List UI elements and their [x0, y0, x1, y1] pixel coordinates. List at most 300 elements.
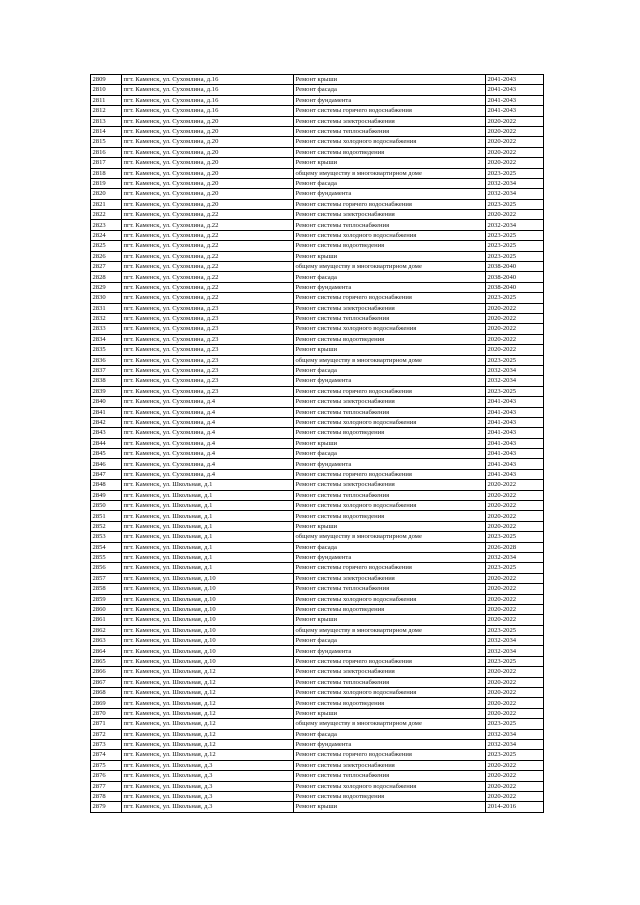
address-cell: пгт. Каменск, ул. Школьная, д.3 [122, 791, 294, 801]
row-number-cell: 2839 [91, 386, 122, 396]
period-cell: 2041-2043 [486, 75, 544, 85]
table-row [91, 750, 544, 760]
row-number-cell: 2838 [91, 376, 122, 386]
table-row [91, 688, 544, 698]
address-cell: пгт. Каменск, ул. Школьная, д.1 [122, 552, 294, 562]
address-cell: пгт. Каменск, ул. Сухомлина, д.4 [122, 397, 294, 407]
table-row [91, 781, 544, 791]
address-cell: пгт. Каменск, ул. Сухомлина, д.4 [122, 407, 294, 417]
work-type-cell: Ремонт системы электроснабжения [294, 573, 486, 583]
work-type-cell: Ремонт системы теплоснабжения [294, 313, 486, 323]
work-type-cell: Ремонт крыши [294, 158, 486, 168]
row-number-cell: 2809 [91, 75, 122, 85]
row-number-cell: 2813 [91, 116, 122, 126]
row-number-cell: 2843 [91, 428, 122, 438]
table-row [91, 459, 544, 469]
table-row [91, 178, 544, 188]
row-number-cell: 2815 [91, 137, 122, 147]
address-cell: пгт. Каменск, ул. Сухомлина, д.22 [122, 293, 294, 303]
table-row [91, 771, 544, 781]
work-type-cell: Ремонт фундамента [294, 459, 486, 469]
work-type-cell: общему имуществу в многоквартирном доме [294, 168, 486, 178]
work-type-cell: общему имуществу в многоквартирном доме [294, 262, 486, 272]
row-number-cell: 2812 [91, 106, 122, 116]
work-type-cell: Ремонт системы водоотведения [294, 334, 486, 344]
row-number-cell: 2811 [91, 95, 122, 105]
address-cell: пгт. Каменск, ул. Школьная, д.1 [122, 480, 294, 490]
table-row [91, 282, 544, 292]
period-cell: 2023-2025 [486, 532, 544, 542]
row-number-cell: 2822 [91, 210, 122, 220]
address-cell: пгт. Каменск, ул. Сухомлина, д.4 [122, 438, 294, 448]
period-cell: 2020-2022 [486, 781, 544, 791]
table-row [91, 636, 544, 646]
table-row [91, 760, 544, 770]
work-type-cell: Ремонт системы холодного водоснабжения [294, 688, 486, 698]
table-row [91, 168, 544, 178]
row-number-cell: 2853 [91, 532, 122, 542]
period-cell: 2023-2025 [486, 625, 544, 635]
row-number-cell: 2831 [91, 303, 122, 313]
work-type-cell: Ремонт системы водоотведения [294, 511, 486, 521]
row-number-cell: 2855 [91, 552, 122, 562]
period-cell: 2032-2034 [486, 740, 544, 750]
address-cell: пгт. Каменск, ул. Сухомлина, д.22 [122, 220, 294, 230]
work-type-cell: Ремонт крыши [294, 345, 486, 355]
address-cell: пгт. Каменск, ул. Сухомлина, д.22 [122, 282, 294, 292]
table-row [91, 677, 544, 687]
address-cell: пгт. Каменск, ул. Сухомлина, д.20 [122, 178, 294, 188]
address-cell: пгт. Каменск, ул. Школьная, д.1 [122, 511, 294, 521]
table-row [91, 511, 544, 521]
work-type-cell: Ремонт фундамента [294, 189, 486, 199]
period-cell: 2023-2025 [486, 230, 544, 240]
work-type-cell: Ремонт системы теплоснабжения [294, 490, 486, 500]
period-cell: 2020-2022 [486, 490, 544, 500]
address-cell: пгт. Каменск, ул. Школьная, д.12 [122, 667, 294, 677]
table-row [91, 95, 544, 105]
period-cell: 2020-2022 [486, 501, 544, 511]
row-number-cell: 2850 [91, 501, 122, 511]
table-row [91, 708, 544, 718]
work-type-cell: Ремонт системы холодного водоснабжения [294, 137, 486, 147]
table-row [91, 532, 544, 542]
work-type-cell: Ремонт системы горячего водоснабжения [294, 199, 486, 209]
row-number-cell: 2879 [91, 802, 122, 812]
address-cell: пгт. Каменск, ул. Школьная, д.1 [122, 521, 294, 531]
period-cell: 2041-2043 [486, 438, 544, 448]
period-cell: 2020-2022 [486, 126, 544, 136]
address-cell: пгт. Каменск, ул. Сухомлина, д.20 [122, 158, 294, 168]
table-row [91, 740, 544, 750]
address-cell: пгт. Каменск, ул. Школьная, д.10 [122, 573, 294, 583]
table-row [91, 397, 544, 407]
period-cell: 2041-2043 [486, 397, 544, 407]
address-cell: пгт. Каменск, ул. Школьная, д.12 [122, 698, 294, 708]
row-number-cell: 2828 [91, 272, 122, 282]
table-row [91, 303, 544, 313]
address-cell: пгт. Каменск, ул. Школьная, д.10 [122, 646, 294, 656]
period-cell: 2020-2022 [486, 334, 544, 344]
period-cell: 2020-2022 [486, 116, 544, 126]
period-cell: 2041-2043 [486, 459, 544, 469]
period-cell: 2020-2022 [486, 667, 544, 677]
address-cell: пгт. Каменск, ул. Школьная, д.10 [122, 594, 294, 604]
work-type-cell: Ремонт фасада [294, 729, 486, 739]
table-row [91, 293, 544, 303]
table-row [91, 199, 544, 209]
work-type-cell: Ремонт системы теплоснабжения [294, 407, 486, 417]
period-cell: 2032-2034 [486, 189, 544, 199]
row-number-cell: 2823 [91, 220, 122, 230]
address-cell: пгт. Каменск, ул. Сухомлина, д.22 [122, 230, 294, 240]
period-cell: 2023-2025 [486, 656, 544, 666]
work-type-cell: Ремонт фундамента [294, 552, 486, 562]
repair-schedule-table [90, 74, 544, 813]
table-row [91, 345, 544, 355]
work-type-cell: Ремонт фундамента [294, 95, 486, 105]
work-type-cell: Ремонт фасада [294, 365, 486, 375]
row-number-cell: 2858 [91, 584, 122, 594]
work-type-cell: Ремонт фундамента [294, 740, 486, 750]
address-cell: пгт. Каменск, ул. Школьная, д.3 [122, 760, 294, 770]
row-number-cell: 2852 [91, 521, 122, 531]
row-number-cell: 2866 [91, 667, 122, 677]
work-type-cell: Ремонт фундамента [294, 282, 486, 292]
row-number-cell: 2826 [91, 251, 122, 261]
work-type-cell: Ремонт системы теплоснабжения [294, 220, 486, 230]
table-row [91, 147, 544, 157]
table-row [91, 334, 544, 344]
table-row [91, 490, 544, 500]
address-cell: пгт. Каменск, ул. Сухомлина, д.4 [122, 449, 294, 459]
address-cell: пгт. Каменск, ул. Школьная, д.3 [122, 771, 294, 781]
table-row [91, 220, 544, 230]
period-cell: 2032-2034 [486, 376, 544, 386]
table-row [91, 386, 544, 396]
row-number-cell: 2845 [91, 449, 122, 459]
address-cell: пгт. Каменск, ул. Сухомлина, д.23 [122, 355, 294, 365]
row-number-cell: 2863 [91, 636, 122, 646]
row-number-cell: 2836 [91, 355, 122, 365]
work-type-cell: Ремонт фасада [294, 272, 486, 282]
address-cell: пгт. Каменск, ул. Сухомлина, д.22 [122, 251, 294, 261]
address-cell: пгт. Каменск, ул. Школьная, д.1 [122, 490, 294, 500]
address-cell: пгт. Каменск, ул. Школьная, д.10 [122, 584, 294, 594]
table-row [91, 106, 544, 116]
address-cell: пгт. Каменск, ул. Школьная, д.1 [122, 501, 294, 511]
work-type-cell: Ремонт крыши [294, 75, 486, 85]
period-cell: 2023-2025 [486, 563, 544, 573]
period-cell: 2020-2022 [486, 521, 544, 531]
table-row [91, 480, 544, 490]
row-number-cell: 2851 [91, 511, 122, 521]
address-cell: пгт. Каменск, ул. Сухомлина, д.16 [122, 106, 294, 116]
work-type-cell: Ремонт крыши [294, 251, 486, 261]
work-type-cell: Ремонт системы водоотведения [294, 604, 486, 614]
work-type-cell: Ремонт системы холодного водоснабжения [294, 417, 486, 427]
table-row [91, 230, 544, 240]
work-type-cell: общему имуществу в многоквартирном доме [294, 532, 486, 542]
period-cell: 2020-2022 [486, 511, 544, 521]
work-type-cell: Ремонт системы горячего водоснабжения [294, 656, 486, 666]
table-row [91, 137, 544, 147]
address-cell: пгт. Каменск, ул. Сухомлина, д.22 [122, 272, 294, 282]
work-type-cell: Ремонт системы водоотведения [294, 791, 486, 801]
work-type-cell: Ремонт фундамента [294, 646, 486, 656]
work-type-cell: Ремонт системы горячего водоснабжения [294, 386, 486, 396]
period-cell: 2023-2025 [486, 199, 544, 209]
work-type-cell: Ремонт системы горячего водоснабжения [294, 750, 486, 760]
period-cell: 2023-2025 [486, 251, 544, 261]
period-cell: 2020-2022 [486, 303, 544, 313]
row-number-cell: 2829 [91, 282, 122, 292]
address-cell: пгт. Каменск, ул. Сухомлина, д.20 [122, 137, 294, 147]
table-row [91, 126, 544, 136]
table-row [91, 365, 544, 375]
work-type-cell: Ремонт фасада [294, 85, 486, 95]
address-cell: пгт. Каменск, ул. Сухомлина, д.16 [122, 95, 294, 105]
row-number-cell: 2825 [91, 241, 122, 251]
table-row [91, 241, 544, 251]
work-type-cell: общему имуществу в многоквартирном доме [294, 355, 486, 365]
period-cell: 2041-2043 [486, 95, 544, 105]
row-number-cell: 2833 [91, 324, 122, 334]
address-cell: пгт. Каменск, ул. Школьная, д.10 [122, 615, 294, 625]
address-cell: пгт. Каменск, ул. Школьная, д.10 [122, 625, 294, 635]
period-cell: 2020-2022 [486, 698, 544, 708]
table-row [91, 584, 544, 594]
work-type-cell: Ремонт фасада [294, 178, 486, 188]
address-cell: пгт. Каменск, ул. Сухомлина, д.23 [122, 365, 294, 375]
row-number-cell: 2827 [91, 262, 122, 272]
period-cell: 2023-2025 [486, 750, 544, 760]
period-cell: 2020-2022 [486, 708, 544, 718]
period-cell: 2020-2022 [486, 573, 544, 583]
row-number-cell: 2835 [91, 345, 122, 355]
row-number-cell: 2830 [91, 293, 122, 303]
address-cell: пгт. Каменск, ул. Сухомлина, д.23 [122, 313, 294, 323]
work-type-cell: Ремонт фасада [294, 449, 486, 459]
work-type-cell: Ремонт системы холодного водоснабжения [294, 781, 486, 791]
table-row [91, 438, 544, 448]
period-cell: 2023-2025 [486, 386, 544, 396]
table-row [91, 85, 544, 95]
period-cell: 2038-2040 [486, 262, 544, 272]
work-type-cell: Ремонт системы водоотведения [294, 698, 486, 708]
row-number-cell: 2878 [91, 791, 122, 801]
period-cell: 2041-2043 [486, 407, 544, 417]
row-number-cell: 2860 [91, 604, 122, 614]
address-cell: пгт. Каменск, ул. Школьная, д.3 [122, 802, 294, 812]
table-row [91, 407, 544, 417]
address-cell: пгт. Каменск, ул. Сухомлина, д.22 [122, 210, 294, 220]
period-cell: 2023-2025 [486, 241, 544, 251]
address-cell: пгт. Каменск, ул. Сухомлина, д.23 [122, 334, 294, 344]
period-cell: 2020-2022 [486, 147, 544, 157]
address-cell: пгт. Каменск, ул. Школьная, д.12 [122, 729, 294, 739]
work-type-cell: Ремонт системы электроснабжения [294, 760, 486, 770]
work-type-cell: Ремонт системы горячего водоснабжения [294, 106, 486, 116]
row-number-cell: 2859 [91, 594, 122, 604]
table-row [91, 376, 544, 386]
work-type-cell: Ремонт крыши [294, 708, 486, 718]
period-cell: 2032-2034 [486, 646, 544, 656]
address-cell: пгт. Каменск, ул. Сухомлина, д.20 [122, 189, 294, 199]
period-cell: 2038-2040 [486, 282, 544, 292]
address-cell: пгт. Каменск, ул. Школьная, д.10 [122, 636, 294, 646]
period-cell: 2023-2025 [486, 168, 544, 178]
address-cell: пгт. Каменск, ул. Школьная, д.3 [122, 781, 294, 791]
row-number-cell: 2848 [91, 480, 122, 490]
table-row [91, 116, 544, 126]
work-type-cell: Ремонт системы холодного водоснабжения [294, 594, 486, 604]
address-cell: пгт. Каменск, ул. Сухомлина, д.23 [122, 303, 294, 313]
table-row [91, 656, 544, 666]
address-cell: пгт. Каменск, ул. Сухомлина, д.16 [122, 85, 294, 95]
period-cell: 2041-2043 [486, 106, 544, 116]
address-cell: пгт. Каменск, ул. Школьная, д.1 [122, 532, 294, 542]
work-type-cell: Ремонт системы теплоснабжения [294, 771, 486, 781]
row-number-cell: 2842 [91, 417, 122, 427]
work-type-cell: Ремонт системы теплоснабжения [294, 677, 486, 687]
row-number-cell: 2841 [91, 407, 122, 417]
table-row [91, 615, 544, 625]
row-number-cell: 2865 [91, 656, 122, 666]
row-number-cell: 2868 [91, 688, 122, 698]
period-cell: 2041-2043 [486, 428, 544, 438]
table-body [91, 75, 544, 813]
period-cell: 2032-2034 [486, 365, 544, 375]
address-cell: пгт. Каменск, ул. Школьная, д.12 [122, 719, 294, 729]
period-cell: 2020-2022 [486, 604, 544, 614]
period-cell: 2020-2022 [486, 480, 544, 490]
period-cell: 2032-2034 [486, 636, 544, 646]
table-row [91, 324, 544, 334]
table-row [91, 313, 544, 323]
work-type-cell: общему имуществу в многоквартирном доме [294, 625, 486, 635]
period-cell: 2041-2043 [486, 449, 544, 459]
row-number-cell: 2821 [91, 199, 122, 209]
work-type-cell: Ремонт системы электроснабжения [294, 667, 486, 677]
work-type-cell: Ремонт крыши [294, 438, 486, 448]
address-cell: пгт. Каменск, ул. Сухомлина, д.23 [122, 345, 294, 355]
address-cell: пгт. Каменск, ул. Школьная, д.12 [122, 688, 294, 698]
table-row [91, 428, 544, 438]
row-number-cell: 2840 [91, 397, 122, 407]
period-cell: 2020-2022 [486, 615, 544, 625]
row-number-cell: 2877 [91, 781, 122, 791]
row-number-cell: 2862 [91, 625, 122, 635]
row-number-cell: 2817 [91, 158, 122, 168]
work-type-cell: Ремонт крыши [294, 802, 486, 812]
row-number-cell: 2814 [91, 126, 122, 136]
address-cell: пгт. Каменск, ул. Сухомлина, д.23 [122, 324, 294, 334]
table-row [91, 521, 544, 531]
period-cell: 2020-2022 [486, 313, 544, 323]
period-cell: 2026-2028 [486, 542, 544, 552]
period-cell: 2032-2034 [486, 178, 544, 188]
address-cell: пгт. Каменск, ул. Сухомлина, д.20 [122, 147, 294, 157]
row-number-cell: 2832 [91, 313, 122, 323]
table-row [91, 625, 544, 635]
work-type-cell: Ремонт крыши [294, 615, 486, 625]
table-row [91, 729, 544, 739]
work-type-cell: Ремонт системы водоотведения [294, 147, 486, 157]
work-type-cell: Ремонт системы горячего водоснабжения [294, 469, 486, 479]
work-type-cell: Ремонт системы электроснабжения [294, 210, 486, 220]
period-cell: 2023-2025 [486, 719, 544, 729]
period-cell: 2014-2016 [486, 802, 544, 812]
work-type-cell: Ремонт системы электроснабжения [294, 116, 486, 126]
row-number-cell: 2876 [91, 771, 122, 781]
period-cell: 2020-2022 [486, 345, 544, 355]
address-cell: пгт. Каменск, ул. Школьная, д.12 [122, 708, 294, 718]
period-cell: 2020-2022 [486, 688, 544, 698]
work-type-cell: Ремонт системы электроснабжения [294, 303, 486, 313]
table-row [91, 449, 544, 459]
table-row [91, 552, 544, 562]
row-number-cell: 2810 [91, 85, 122, 95]
row-number-cell: 2818 [91, 168, 122, 178]
period-cell: 2020-2022 [486, 210, 544, 220]
address-cell: пгт. Каменск, ул. Школьная, д.1 [122, 563, 294, 573]
table-row [91, 667, 544, 677]
work-type-cell: Ремонт системы горячего водоснабжения [294, 293, 486, 303]
table-row [91, 158, 544, 168]
table-row [91, 791, 544, 801]
table-row [91, 604, 544, 614]
row-number-cell: 2819 [91, 178, 122, 188]
period-cell: 2041-2043 [486, 469, 544, 479]
address-cell: пгт. Каменск, ул. Сухомлина, д.20 [122, 168, 294, 178]
period-cell: 2023-2025 [486, 355, 544, 365]
address-cell: пгт. Каменск, ул. Школьная, д.10 [122, 656, 294, 666]
table-row [91, 272, 544, 282]
table-row [91, 417, 544, 427]
table-row [91, 75, 544, 85]
period-cell: 2020-2022 [486, 791, 544, 801]
period-cell: 2041-2043 [486, 85, 544, 95]
address-cell: пгт. Каменск, ул. Сухомлина, д.20 [122, 116, 294, 126]
work-type-cell: Ремонт системы электроснабжения [294, 480, 486, 490]
row-number-cell: 2844 [91, 438, 122, 448]
table-row [91, 594, 544, 604]
row-number-cell: 2824 [91, 230, 122, 240]
period-cell: 2020-2022 [486, 584, 544, 594]
row-number-cell: 2864 [91, 646, 122, 656]
row-number-cell: 2854 [91, 542, 122, 552]
table-row [91, 469, 544, 479]
address-cell: пгт. Каменск, ул. Сухомлина, д.20 [122, 199, 294, 209]
work-type-cell: Ремонт системы холодного водоснабжения [294, 230, 486, 240]
address-cell: пгт. Каменск, ул. Сухомлина, д.4 [122, 459, 294, 469]
row-number-cell: 2816 [91, 147, 122, 157]
row-number-cell: 2867 [91, 677, 122, 687]
row-number-cell: 2834 [91, 334, 122, 344]
table-row [91, 501, 544, 511]
work-type-cell: Ремонт системы горячего водоснабжения [294, 563, 486, 573]
address-cell: пгт. Каменск, ул. Сухомлина, д.4 [122, 469, 294, 479]
row-number-cell: 2874 [91, 750, 122, 760]
row-number-cell: 2846 [91, 459, 122, 469]
row-number-cell: 2870 [91, 708, 122, 718]
period-cell: 2023-2025 [486, 293, 544, 303]
work-type-cell: Ремонт системы теплоснабжения [294, 126, 486, 136]
table-row [91, 802, 544, 812]
address-cell: пгт. Каменск, ул. Сухомлина, д.22 [122, 262, 294, 272]
table-row [91, 210, 544, 220]
